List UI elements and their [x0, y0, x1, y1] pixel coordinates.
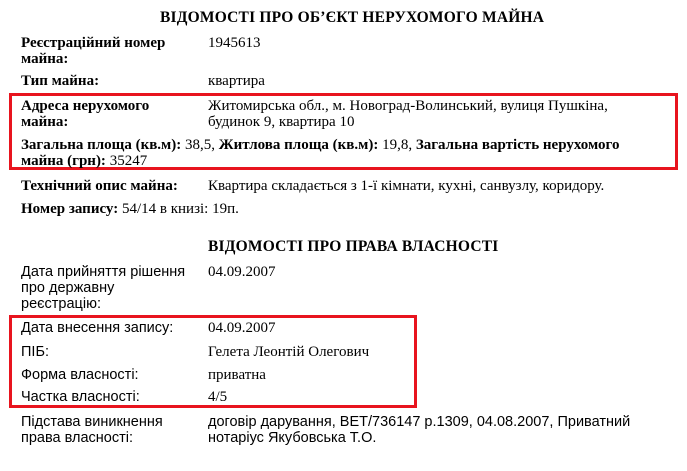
area-cost-line2 — [21, 153, 147, 170]
basis-label-line2: права власності: — [21, 430, 133, 446]
ownership-form-value: приватна — [208, 367, 266, 383]
total-area-label: Загальна площа (кв.м): — [21, 137, 182, 153]
basis-value-line2: нотаріус Якубовська Т.О. — [208, 430, 377, 446]
rights-section-title: ВІДОМОСТІ ПРО ПРАВА ВЛАСНОСТІ — [208, 238, 499, 255]
address-label-line1: Адреса нерухомого — [21, 98, 150, 114]
living-area-value: 19,8, — [382, 137, 413, 153]
record-label: Номер запису: — [21, 201, 119, 217]
property-type-label: Тип майна: — [21, 73, 100, 89]
property-section-title: ВІДОМОСТІ ПРО ОБ’ЄКТ НЕРУХОМОГО МАЙНА — [160, 9, 545, 26]
decision-date-label-line2: про державну — [21, 280, 115, 296]
reg-number-label-line1: Реєстраційний номер — [21, 35, 166, 51]
total-area-value: 38,5, — [185, 137, 216, 153]
area-cost-line1 — [21, 137, 619, 154]
record-number — [21, 201, 239, 218]
property-type-value: квартира — [208, 73, 265, 89]
living-area-label: Житлова площа (кв.м): — [218, 137, 379, 153]
tech-desc-label: Технічний опис майна: — [21, 178, 178, 194]
address-value-line1: Житомирська обл., м. Новоград-Волинський, вулиця Пушкіна, — [208, 98, 608, 114]
total-cost-label-line1: Загальна вартість нерухомого — [415, 137, 620, 153]
total-cost-label-line2: майна (грн): — [21, 153, 106, 169]
address-label-line2: майна: — [21, 114, 69, 130]
tech-desc-value: Квартира складається з 1-ї кімнати, кухні, санвузлу, коридору. — [208, 178, 605, 194]
decision-date-label-line1: Дата прийняття рішення — [21, 264, 186, 280]
owner-name-value: Гелета Леонтій Олегович — [208, 344, 370, 360]
ownership-share-label: Частка власності: — [21, 389, 140, 405]
entry-date-value: 04.09.2007 — [208, 320, 276, 336]
record-value: 54/14 в книзі: 19п. — [121, 201, 239, 217]
decision-date-value: 04.09.2007 — [208, 264, 276, 280]
reg-number-value: 1945613 — [208, 35, 261, 51]
basis-value-line1: договір дарування, ВЕТ/736147 р.1309, 04.08.2007, Приватний — [208, 414, 631, 430]
total-cost-value: 35247 — [109, 153, 148, 169]
reg-number-label-line2: майна: — [21, 51, 69, 67]
entry-date-label: Дата внесення запису: — [21, 320, 174, 336]
basis-label-line1: Підстава виникнення — [21, 414, 163, 430]
owner-name-label: ПІБ: — [21, 344, 49, 360]
ownership-share-value: 4/5 — [208, 389, 228, 405]
address-value-line2: будинок 9, квартира 10 — [208, 114, 355, 130]
ownership-form-label: Форма власності: — [21, 367, 139, 383]
decision-date-label-line3: реєстрацію: — [21, 296, 101, 312]
